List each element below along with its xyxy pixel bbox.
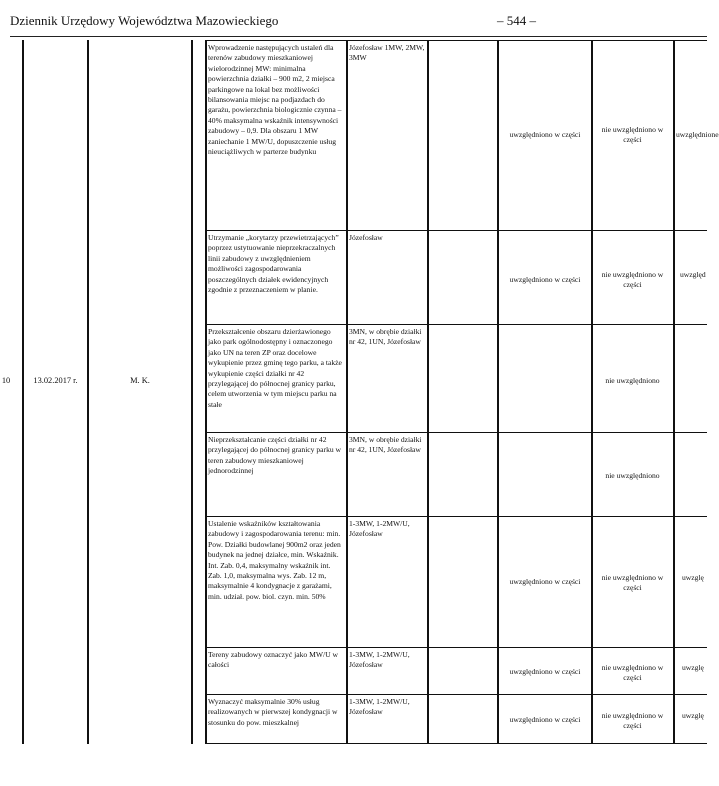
journal-title: Dziennik Urzędowy Województwa Mazowieckiego (10, 13, 279, 28)
page-number: – 544 – (497, 13, 536, 28)
table-border (205, 647, 707, 648)
row-description: Wyznaczyć maksymalnie 30% usług realizowanych w pierwszej kondygnacji w stosunku do pow. mieszkalnej (208, 697, 338, 727)
row-location: 3MN, w obrębie działki nr 42, 1UN, Józefosław (349, 435, 422, 455)
row-status: nie uwzględniono (605, 471, 660, 480)
table-border (205, 324, 707, 325)
row-status: nie uwzględniono w części (601, 711, 664, 731)
table-border (205, 432, 707, 433)
header-rule (10, 36, 707, 37)
column-divider (22, 40, 24, 744)
row-status: uwzględniono w części (509, 130, 581, 139)
column-divider (87, 40, 89, 744)
row-description: Wprowadzenie następujących ustaleń dla terenów zabudowy mieszkaniowej wielorodzinnej MW: minimalna powierzchnia działki – 900 m2, 2 miejsca parkingowe na lokal bez możliwości bilansowania miejsc na podjazdach do garażu, powierzchnia biologicznie czynna – 40% maksymalna wskaźnik intensywności zabudowy – 0,9. Dla obszaru 1 MW zaniechanie 1 MW/U, dopuszczenie usług nieuciążliwych w parterze budynku (208, 43, 342, 157)
row-description: Utrzymanie „korytarzy przewietrzających” poprzez ustytuowanie nieprzekraczalnych linii zabudowy z uwzględnieniem możliwości zagospodarowania poszczególnych działek ewidencyjnych zgodnie z przeznaczeniem w planie. (208, 233, 339, 295)
row-status: uwzględniono w części (509, 715, 581, 724)
row-location: 1-3MW, 1-2MW/U, Józefosław (349, 650, 410, 670)
table-border (205, 40, 207, 744)
row-location: 1-3MW, 1-2MW/U, Józefosław (349, 519, 410, 539)
column-divider (191, 40, 193, 744)
table-border (205, 40, 707, 41)
table-border (427, 40, 429, 744)
row-status: uwzglę (682, 711, 704, 720)
record-person: M. K. (130, 376, 150, 385)
row-location: 1-3MW, 1-2MW/U, Józefosław (349, 697, 410, 717)
table-border (205, 516, 707, 517)
row-description: Nieprzekształcanie części działki nr 42 przylegającej do północnej granicy parku w teren zabudowy mieszkaniowej jednorodzinnej (208, 435, 342, 476)
table-border (205, 694, 707, 695)
row-status: nie uwzględniono w części (601, 125, 664, 145)
row-status: uwzglę (682, 573, 704, 582)
table-border (673, 40, 675, 744)
table-border (205, 230, 707, 231)
row-status: uwzględniono w części (509, 275, 581, 284)
row-location: 3MN, w obrębie działki nr 42, 1UN, Józefosław (349, 327, 422, 347)
table-border (205, 743, 707, 744)
row-description: Ustalenie wskaźników kształtowania zabudowy i zagospodarowania terenu: min. Pow. Działki budowlanej 900m2 oraz jeden budynek na jednej działce, min. Wskaźnik. Int. Zab. 0,4, maksymalny wskaźnik int. Zab. 1,0, maksymalna wys. Zab. 12 m, maksymalnie 4 kondygnacje z garażami, min. udział. pow. biol. czyn. min. 50% (208, 519, 341, 601)
table-border (497, 40, 499, 744)
table-border (346, 40, 348, 744)
row-status: uwzglę (682, 663, 704, 672)
row-status: uwzględniono w części (509, 667, 581, 676)
row-status: nie uwzględniono (605, 376, 660, 385)
row-status: uwzględniono w części (509, 577, 581, 586)
row-status: uwzględ (680, 270, 706, 279)
row-status: nie uwzględniono w części (601, 663, 664, 683)
record-date: 13.02.2017 r. (33, 376, 78, 385)
row-location: Józefosław 1MW, 2MW, 3MW (349, 43, 425, 63)
row-status: uwzględnione (676, 130, 719, 139)
record-number: 10 (1, 376, 11, 385)
row-description: Przekształcenie obszaru dzierżawionego jako park ogólnodostępny i oznaczonego jako UN na teren ZP oraz docelowe wykupienie przez gminę tego parku, a także wykupienie części działki nr 42 przylegającej do północnej granicy parku, celem utworzenia w tym miejscu parku na stałe (208, 327, 342, 409)
row-location: Józefosław (349, 233, 383, 242)
row-status: nie uwzględniono w części (601, 573, 664, 593)
row-description: Tereny zabudowy oznaczyć jako MW/U w całości (208, 650, 338, 670)
row-status: nie uwzględniono w części (601, 270, 664, 290)
